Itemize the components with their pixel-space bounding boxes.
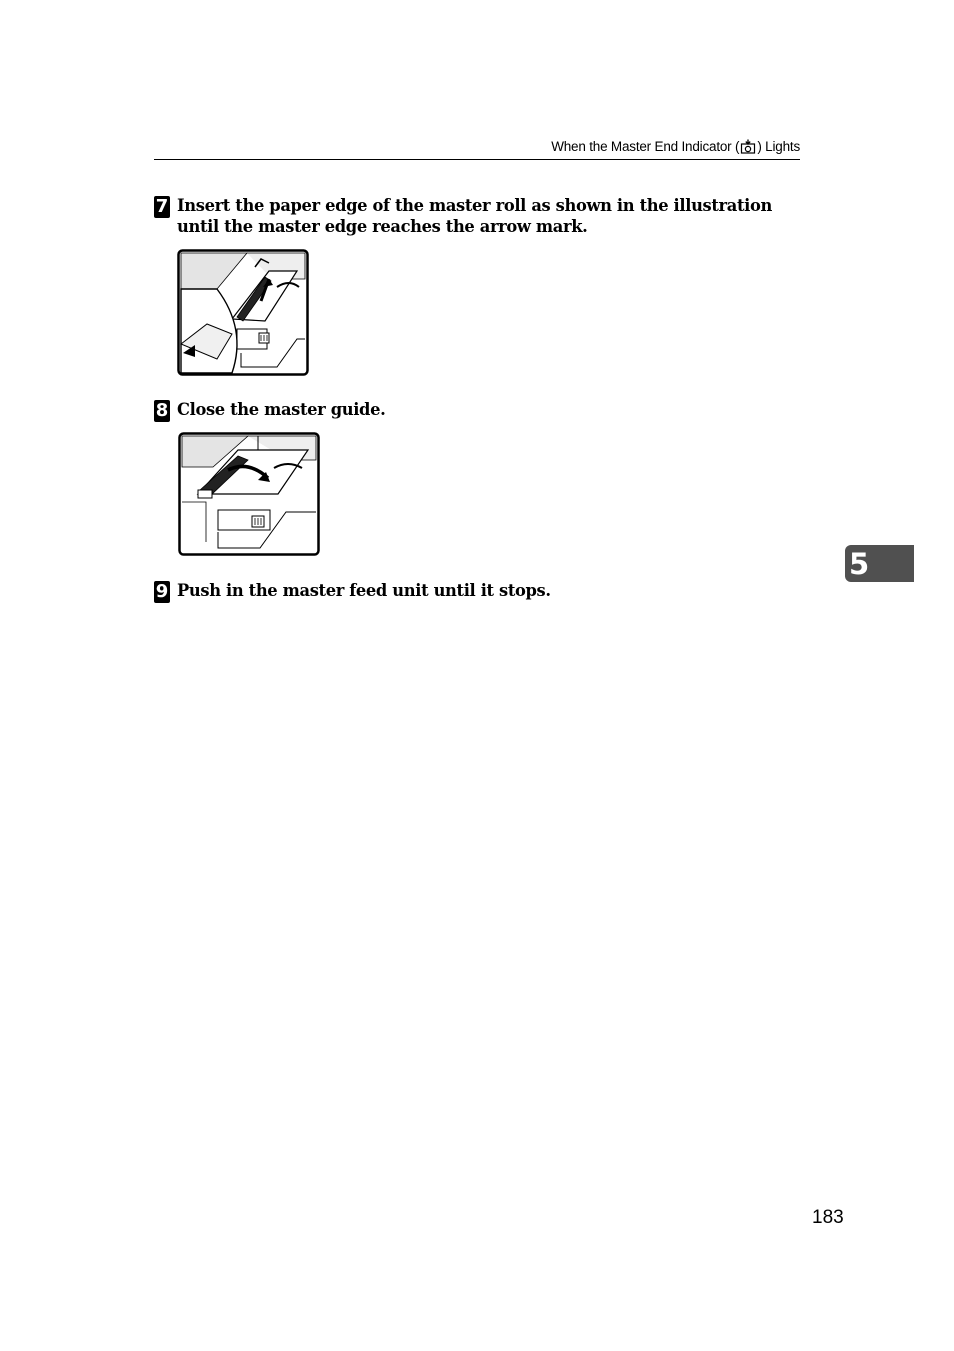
master-end-icon <box>740 139 756 154</box>
step-9 <box>154 580 804 603</box>
step-number: 7 <box>155 196 169 217</box>
step-instruction: Close the master guide. <box>177 400 386 419</box>
step-number: 8 <box>155 400 169 421</box>
step-8 <box>154 399 804 422</box>
step-instruction: Insert the paper edge of the master roll as shown in the illustration until the master edge reaches the arrow mark. <box>177 196 772 236</box>
step-number: 9 <box>155 581 169 602</box>
running-header-title <box>551 139 800 154</box>
header-title-before: When the Master End Indicator ( <box>551 139 740 154</box>
header-title-after: ) Lights <box>757 139 800 154</box>
step-instruction: Push in the master feed unit until it stops. <box>177 581 551 600</box>
master-roll-insert-illustration <box>177 249 309 377</box>
chapter-number: 5 <box>849 547 870 581</box>
running-header <box>154 137 800 160</box>
step-7 <box>154 195 804 237</box>
chapter-tab <box>845 545 914 582</box>
close-master-guide-illustration <box>178 432 320 557</box>
page-number: 183 <box>812 1207 844 1228</box>
